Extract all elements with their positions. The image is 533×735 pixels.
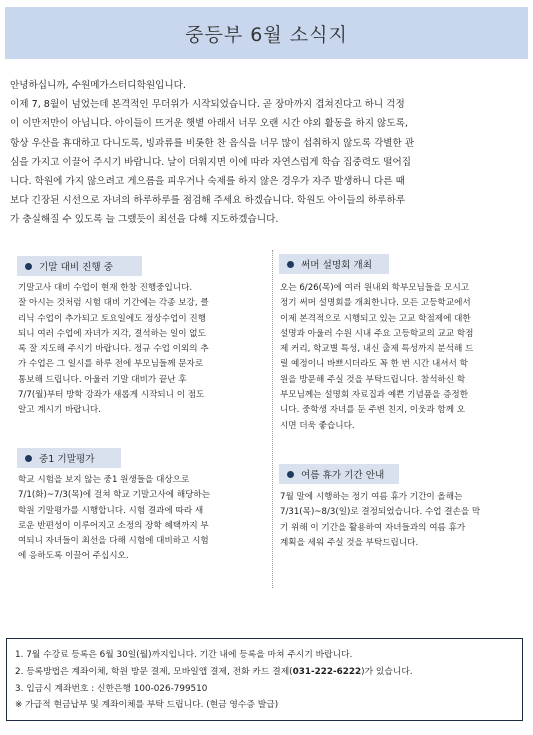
intro-line: 심을 가지고 이끌어 주시기 바랍니다. 날이 더워지면 이에 따라 자연스럽게 학습 집중력도 떨어집 [10, 156, 412, 168]
section-body-exam [18, 281, 263, 419]
text-line: 되니 여러 수업에 자녀가 지각, 결석하는 일이 없도 [18, 328, 206, 339]
section-title: 중1 기말평가 [39, 454, 95, 465]
section-title: 기말 대비 진행 중 [39, 262, 114, 273]
text-line: 잘 아시는 것처럼 시험 대비 기간에는 각종 보강, 클 [18, 298, 209, 309]
section-title: 써머 설명회 개최 [301, 260, 372, 271]
phone-number: 031-222-6222 [292, 666, 362, 677]
page-title: 중등부 6월 소식지 [185, 23, 348, 46]
intro-line: 니다. 학원에 가지 않으려고 게으름을 피우거나 숙제를 하지 않은 경우가 자주 발생하니 다른 때 [10, 176, 405, 188]
text-line: 여되니 자녀들이 최선을 다해 시험에 대비하고 시험 [18, 536, 209, 547]
notice-line: 3. 입금시 계좌번호 : 신한은행 100-026-799510 [15, 683, 208, 694]
bullet-icon [25, 455, 32, 462]
text-line: 계획을 세워 주실 것을 부탁드립니다. [280, 537, 419, 548]
text-line: 로운 반편성이 이루어지고 소정의 장학 혜택까지 부 [18, 520, 209, 531]
text-line: 이제 본격적으로 시행되고 있는 고교 학점제에 대한 [280, 313, 471, 324]
section-header-grade1 [17, 448, 121, 468]
text-line: 통보해 드립니다. 아울러 기말 대비가 끝난 후 [18, 374, 187, 385]
notice-line: 1. 7월 수강료 등록은 6월 30일(월)까지입니다. 기간 내에 등록을 마쳐 주시기 바랍니다. [15, 650, 353, 660]
text-line: 부모님께는 설명회 자료집과 예쁜 기념품을 증정한 [280, 390, 468, 401]
intro-line: 안녕하십니까, 수원메가스터디학원입니다. [10, 80, 186, 91]
notice-line [15, 664, 514, 681]
text-line: 리닉 수업이 추가되고 토요일에도 정상수업이 진행 [18, 313, 206, 324]
text-line: 원을 방문해 주실 것을 부탁드립니다. 참석하신 학 [280, 374, 466, 385]
section-body-vacation [280, 490, 525, 551]
text-line: 학원 기말평가를 시행합니다. 시험 결과에 따라 새 [18, 505, 204, 516]
text-line: 알고 계시기 바랍니다. [18, 405, 101, 416]
text-line: 니다. 중학생 자녀를 둔 주변 친지, 이웃과 함께 오 [280, 405, 466, 416]
text-line: 가 수업은 그 일시를 하루 전에 부모님들께 문자로 [18, 359, 204, 370]
text-line: 록 잘 지도해 주시기 바랍니다. 정규 수업 이외의 추 [18, 344, 209, 355]
intro-line: 보다 긴장된 시선으로 자녀의 하루하루를 점검해 주세요 하겠습니다. 학원도 아이들의 하루하루 [10, 195, 405, 207]
text-line: 릴 예정이니 바쁘시더라도 꼭 한 번 시간 내셔서 학 [280, 359, 468, 370]
bullet-icon [287, 261, 294, 268]
intro-line: 이 이만저만이 아닙니다. 아이들이 뜨거운 햇볕 아래서 너무 오랜 시간 야외 활동을 하지 않도록, [10, 118, 408, 130]
text-line: 7/7(월)부터 방학 강좌가 새롭게 시작되니 이 점도 [18, 390, 205, 401]
text-line: 설명과 아울러 수원 시내 주요 고등학교의 교교 학점 [280, 328, 474, 339]
title-banner [5, 7, 528, 59]
intro-line: 가 충실해질 수 있도록 늘 그랬듯이 최선을 다해 지도하겠습니다. [10, 214, 279, 226]
notice-text: )가 있습니다. [361, 666, 413, 677]
intro-paragraph [10, 76, 520, 230]
notice-text: 2. 등록방법은 계좌이체, 학원 방문 결제, 모바일앱 결제, 전화 카드 결제( [15, 666, 293, 677]
intro-line: 이제 7, 8월이 넘었는데 본격적인 무더위가 시작되었습니다. 곧 장마까지 겹쳐진다고 하니 걱정 [10, 99, 405, 111]
text-line: 7/1(화)~7/3(목)에 걸쳐 학교 기말고사에 해당하는 [18, 490, 211, 501]
section-title: 여름 휴가 기간 안내 [301, 470, 385, 481]
text-line: 기말고사 대비 수업이 현재 한창 진행중입니다. [18, 283, 193, 293]
intro-line: 항상 우산을 휴대하고 다니도록, 빙과류를 비롯한 찬 음식을 너무 많이 섭취하지 않도록 각별한 관 [10, 137, 415, 149]
text-line: 정기 써머 설명회를 개최한니다. 모든 고등학교에서 [280, 298, 471, 309]
column-divider [272, 250, 273, 588]
text-line: 기 위해 이 기간을 활용하여 자녀들과의 여름 휴가 [280, 522, 466, 533]
notice-line: ※ 가급적 현금납부 및 계좌이체를 부탁 드립니다. (현금 영수증 발급) [15, 700, 279, 711]
text-line: 제 커리, 학교별 특성, 내신 출제 특성까지 분석해 드 [280, 344, 474, 355]
text-line: 시면 더욱 좋습니다. [280, 420, 355, 431]
text-line: 7/31(목)~8/3(일)로 결정되었습니다. 수업 결손을 막 [280, 507, 481, 518]
text-line: 7월 말에 시행하는 정기 여름 휴가 기간이 올해는 [280, 492, 463, 502]
bullet-icon [287, 471, 294, 478]
section-header-seminar [279, 254, 389, 274]
text-line: 오는 6/26(목)에 여러 원내외 학부모님들을 모시고 [280, 283, 470, 293]
section-header-exam [17, 256, 142, 276]
text-line: 에 응하도록 이끌어 주십시오. [18, 551, 129, 562]
section-header-vacation [279, 464, 399, 484]
bullet-icon [25, 263, 32, 270]
text-line: 학교 시험을 보지 않는 중1 원생들을 대상으로 [18, 475, 190, 485]
notice-box [6, 638, 523, 721]
section-body-grade1 [18, 473, 263, 565]
section-body-seminar [280, 281, 525, 434]
